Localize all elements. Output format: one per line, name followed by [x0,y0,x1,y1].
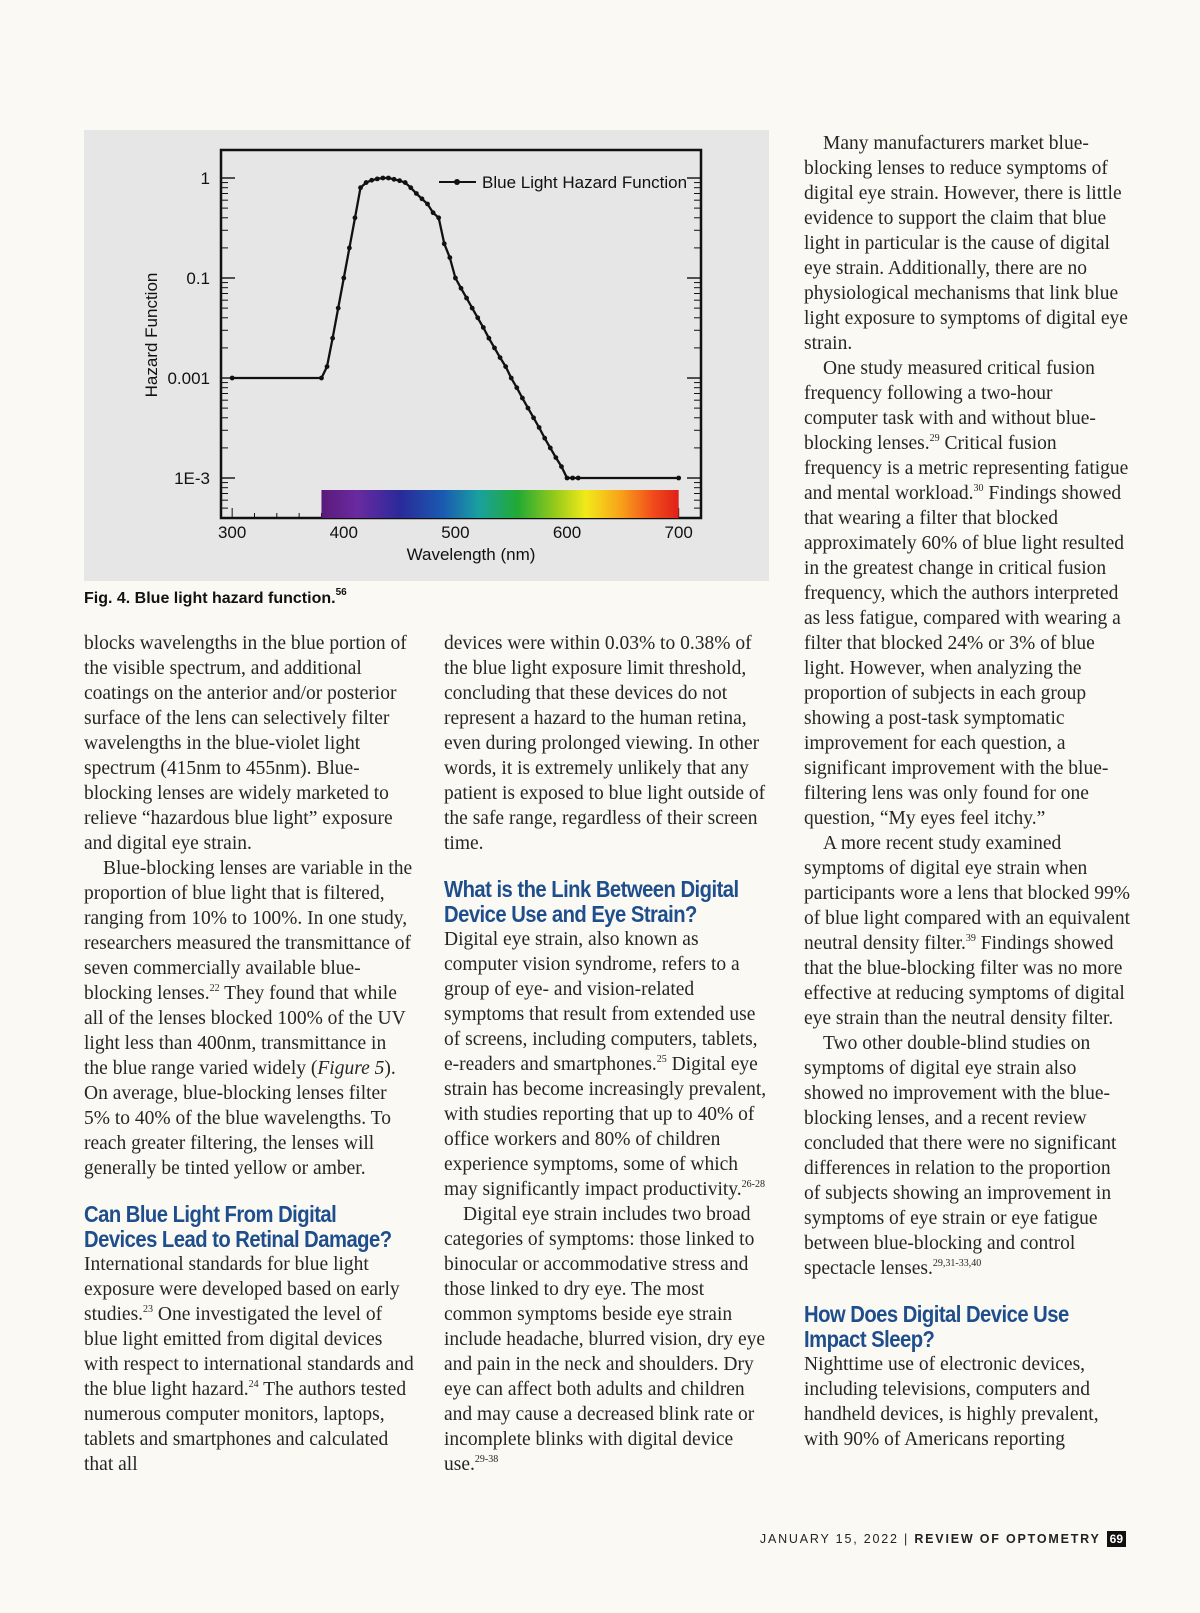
citation: 24 [248,1379,259,1390]
visible-spectrum-bar [321,490,678,518]
legend-marker [454,179,460,185]
col2-paragraph-1: devices were within 0.03% to 0.38% of the blue light exposure limit threshold, concluding that these devices do not represent a hazard to the human retina, even during prolonged viewing. In other words, it is extremely unlikely that any patient is exposed to blue light outside of the safe range, regardless of their screen time. [444,633,766,854]
citation: 22 [209,983,220,994]
data-point [514,385,519,390]
y-tick-label: 1 [200,169,210,188]
section-heading-sleep [804,1302,1091,1352]
data-point [364,180,369,185]
data-point [336,306,341,311]
citation: 29-38 [474,1454,499,1465]
data-point [325,364,330,369]
data-point [509,376,514,381]
citation: 29,31-33,40 [932,1258,982,1269]
text-run: One study measured critical fusion frequency following a two-hour computer task with and without blue-blocking lenses. [804,358,1096,454]
data-point [319,376,324,381]
text-run: Digital eye strain includes two broad categories of symptoms: those linked to binocular or accommodative stress and those linked to dry eye. The most common symptoms beside eye strain include headache, blurred vision, dry eye and pain in the neck and shoulders. Dry eye can affect both adults and children and may cause a decreased blink rate or incomplete blinks with digital device use. [444,1204,766,1475]
column-2 [444,631,768,1477]
section-heading-eye-strain [444,876,739,927]
column-3 [804,131,1130,1452]
data-point [341,276,346,281]
hazard-function-chart [84,130,769,581]
heading-line: Can Blue Light From Digital [84,1201,337,1227]
data-point [414,191,419,196]
figure-reference: Figure 5 [317,1058,385,1079]
x-tick-label: 300 [217,523,247,542]
data-point [537,425,542,430]
text-run: Findings showed that wearing a filter that blocked approximately 60% of blue light resulted in the greatest change in critical fusion frequency, which the authors interpreted as less fatigue, compared with wearing a filter that blocked 24% or 3% of blue light. However, when analyzing the proportion of subjects in each group showing a post-task symptomatic improvement for each question, a significant improvement with the blue-filtering lens was only found for one question, “My eyes feel itchy.” [804,483,1125,829]
y-tick-label: 0.1 [186,269,210,288]
figure-4-panel [84,130,769,581]
x-tick-label: 400 [329,523,358,542]
y-tick-label: 0.001 [167,369,210,388]
footer-separator: | [898,1532,915,1546]
data-point [408,185,413,190]
data-point [542,436,547,441]
data-point [330,336,335,341]
data-point [369,178,374,183]
heading-line: Impact Sleep? [804,1326,935,1352]
text-run: Digital eye strain, also known as computer vision syndrome, refers to a group of eye- and vision-related symptoms that result from extended use of screens, including computers, tablets, e-readers and smartphones. [444,929,758,1075]
page-number: 69 [1107,1531,1126,1547]
heading-line: Device Use and Eye Strain? [444,901,697,927]
data-point [403,180,408,185]
data-point [392,177,397,182]
citation: 39 [965,933,976,944]
data-point [470,306,475,311]
heading-line: How Does Digital Device Use [804,1301,1069,1327]
x-tick-label: 700 [664,523,693,542]
data-point [531,415,536,420]
text-run: ). On average, blue-blocking lenses filter 5% to 40% of the blue wavelengths. To reach greater filtering, the lenses will generally be tinted yellow or amber. [84,1058,396,1179]
publication-name: REVIEW OF OPTOMETRY [914,1532,1101,1546]
col2-paragraph-3 [444,1202,768,1477]
text-run: Digital eye strain has become increasingly prevalent, with studies reporting that up to 40% of office workers and 80% of children experience symptoms, some of which may significantly impact productivity. [444,1054,767,1200]
text-run: They found that while all of the lenses blocked 100% of the UV light less than 400nm, transmittance in the blue range varied widely ( [84,983,406,1079]
data-point [492,345,497,350]
column-1 [84,631,414,1477]
col3-paragraph-4 [804,1031,1130,1281]
data-point [436,215,441,220]
col2-paragraph-2 [444,927,768,1202]
col3-paragraph-1: Many manufacturers market blue-blocking lenses to reduce symptoms of digital eye strain. However, there is little evidence to support the claim that blue light in particular is the cause of digital eye strain. Additionally, there are no physiological mechanisms that link blue light exposure to symptoms of digital eye strain. [804,133,1128,354]
citation: 30 [973,483,984,494]
data-point [503,364,508,369]
data-point [425,202,430,207]
figure-caption [84,587,347,608]
data-point [526,406,531,411]
data-point [459,286,464,291]
data-point [498,355,503,360]
text-run: Blue-blocking lenses are variable in the proportion of blue light that is filtered, ranging from 10% to 100%. In one study, researchers measured the transmittance of seven commercially available blue-blocking lenses. [84,858,413,1004]
data-point [520,396,525,401]
col3-paragraph-2 [804,356,1130,831]
col1-paragraph-2 [84,856,414,1181]
text-run: International standards for blue light exposure were developed based on early studies. [84,1254,400,1325]
data-point [487,336,492,341]
text-run: Findings showed that the blue-blocking filter was no more effective at reducing symptoms of digital eye strain than the neutral density filter. [804,933,1125,1029]
figure-caption-ref: 56 [335,587,347,598]
col3-paragraph-5: Nighttime use of electronic devices, including televisions, computers and handheld devices, is highly prevalent, with 90% of Americans reporting [804,1354,1099,1450]
section-heading-retinal-damage [84,1201,392,1252]
col1-paragraph-3 [84,1252,414,1477]
data-point [475,315,480,320]
text-run: Critical fusion frequency is a metric representing fatigue and mental workload. [804,433,1129,504]
col3-paragraph-3 [804,831,1130,1031]
data-point [386,176,391,181]
text-run: Two other double-blind studies on symptoms of digital eye strain also showed no improvement with the blue-blocking lenses, and a recent review concluded that there were no significant differences in relation to the proportion of subjects showing an improvement in symptoms of eye strain or eye fatigue between blue-blocking and control spectacle lenses. [804,1033,1117,1279]
data-point [375,176,380,181]
citation: 23 [143,1304,154,1315]
x-tick-label: 500 [441,523,470,542]
data-point [431,210,436,215]
page-footer [760,1531,1126,1547]
issue-date: JANUARY 15, 2022 [759,1532,899,1546]
text-run: A more recent study examined symptoms of digital eye strain when participants wore a lens that blocked 99% of blue light compared with an equivalent neutral density filter. [804,833,1130,954]
text-run: The authors tested numerous computer monitors, laptops, tablets and smartphones and calculated that all [84,1379,407,1475]
data-point [676,476,681,481]
heading-line: What is the Link Between Digital [444,876,739,902]
data-point [559,464,564,469]
figure-caption-text: Fig. 4. Blue light hazard function. [84,590,336,607]
x-axis-label: Wavelength (nm) [406,545,536,564]
data-point [353,215,358,220]
y-tick-label: 1E-3 [174,469,210,488]
data-point [481,325,486,330]
data-point [397,178,402,183]
data-point [548,445,553,450]
plot-area [221,150,701,518]
x-tick-label: 600 [552,523,582,542]
data-point [380,176,385,181]
citation: 25 [656,1054,667,1065]
data-point [447,255,452,260]
data-point [576,476,581,481]
citation: 29 [929,433,940,444]
data-point [358,185,363,190]
legend-label: Blue Light Hazard Function [482,173,688,192]
data-point [420,196,425,201]
data-point [553,455,558,460]
text-run: One investigated the level of blue light emitted from digital devices with respect to international standards and the blue light hazard. [84,1304,414,1400]
y-axis-label: Hazard Function [142,272,161,398]
data-point [442,241,447,246]
data-point [230,376,235,381]
data-point [570,476,575,481]
data-point [453,276,458,281]
data-point [565,476,570,481]
data-point [347,245,352,250]
heading-line: Devices Lead to Retinal Damage? [84,1226,392,1252]
col1-paragraph-1: blocks wavelengths in the blue portion of the visible spectrum, and additional coatings on the anterior and/or posterior surface of the lens can selectively filter wavelengths in the blue-violet light spectrum (415nm to 455nm). Blue-blocking lenses are widely marketed to relieve “hazardous blue light” exposure and digital eye strain. [84,633,407,854]
citation: 26-28 [741,1179,766,1190]
data-point [464,296,469,301]
